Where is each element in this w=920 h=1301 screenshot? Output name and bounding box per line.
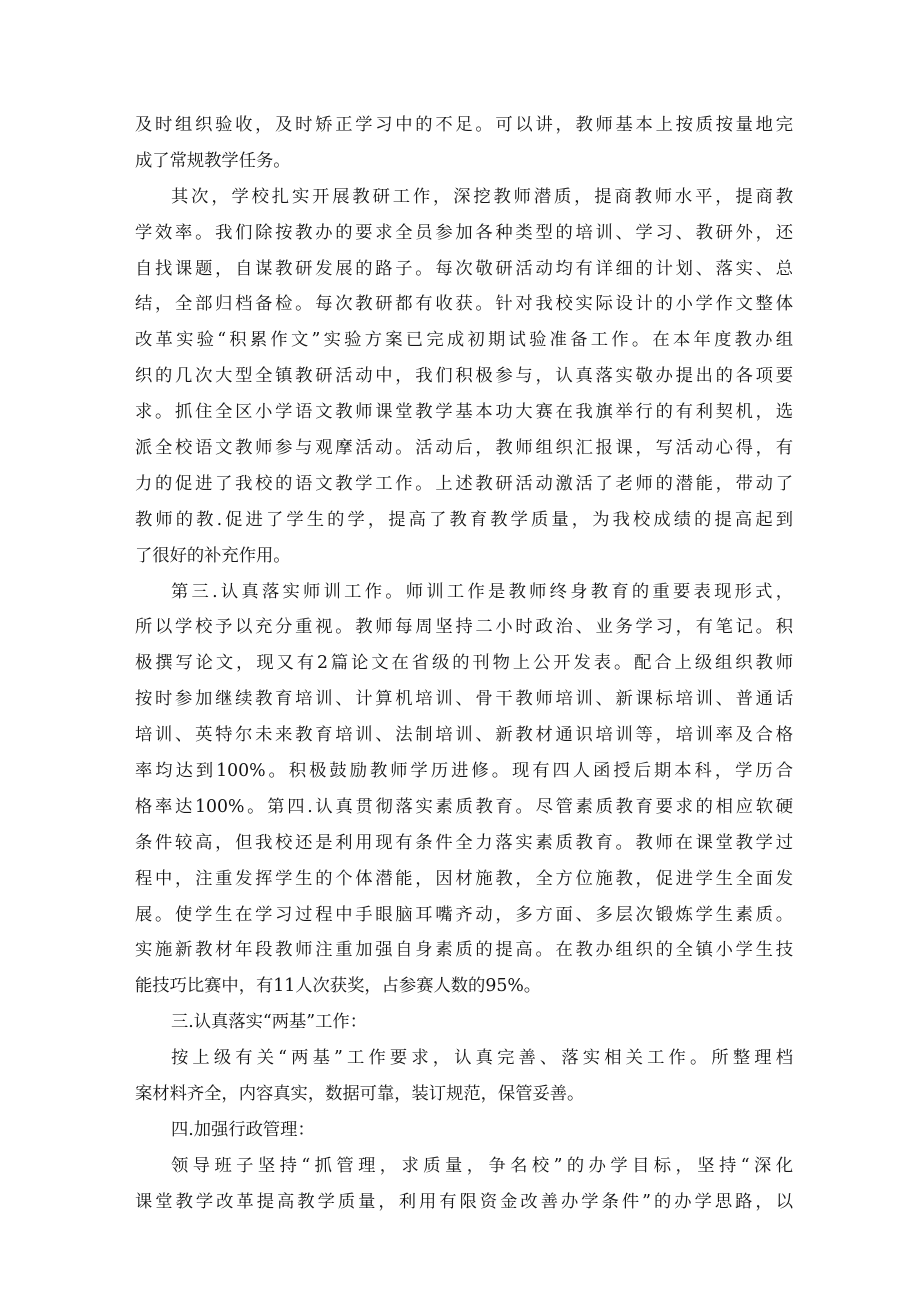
text-line: 学效率。我们除按教办的要求全员参加各种类型的培训、学习、教研外，还 (135, 222, 793, 243)
text-line: 及时组织验收，及时矫正学习中的不足。可以讲，教师基本上按质按量地完 (135, 115, 793, 135)
document-body (135, 108, 793, 1221)
text-line: 了很好的补充作用。 (135, 545, 291, 566)
text-line: 派全校语文教师参与观摩活动。活动后，教师组织汇报课，写活动心得，有 (135, 438, 793, 459)
text-line: 力的促进了我校的语文教学工作。上述教研活动激活了老师的潜能，带动了 (135, 473, 793, 494)
text-line: 其次，学校扎实开展教研工作，深挖教师潜质，提商教师水平，提商教 (171, 186, 793, 207)
text-line: 案材料齐全，内容真实，数据可靠，装订规范，保管妥善。 (135, 1084, 585, 1105)
text-line: 所以学校予以充分重视。教师每周坚持二小时政治、业务学习，有笔记。积 (135, 617, 793, 638)
text-line: 按上级有关“两基”工作要求，认真完善、落实相关工作。所整理档 (171, 1048, 793, 1069)
text-line: 自找课题，自谋教研发展的路子。每次敬研活动均有详细的计划、落实、总 (135, 258, 793, 279)
text-line: 结，全部归档备检。每次教研都有收获。针对我校实际设计的小学作文整体 (135, 294, 793, 315)
text-line: 能技巧比赛中，有11人次获奖，占参赛人数的95%。 (135, 976, 542, 997)
text-line: 领导班子坚持“抓管理，求质量，争名校”的办学目标，坚持“深化 (171, 1155, 793, 1176)
text-line: 课堂教学改革提高教学质量，利用有限资金改善办学条件”的办学思路，以 (135, 1191, 793, 1212)
text-line: 织的几次大型全镇教研活动中，我们积极参与，认真落实敬办提出的各项要 (135, 366, 793, 387)
text-line: 实施新教材年段教师注重加强自身素质的提高。在教办组织的全镇小学生技 (135, 940, 793, 961)
text-line: 求。抓住全区小学语文教师课堂教学基本功大赛在我旗举行的有利契机，选 (135, 402, 793, 423)
text-line: 第三.认真落实师训工作。师训工作是教师终身教育的重要表现形式， (171, 581, 793, 602)
text-line: 培训、英特尔未来教育培训、法制培训、新教材通识培训等，培训率及合格 (135, 725, 793, 746)
text-line: 三.认真落实“两基”工作： (171, 1012, 367, 1033)
text-line: 教师的教.促进了学生的学，提高了教育教学质量，为我校成绩的提高起到 (135, 509, 793, 530)
text-line: 按时参加继续教育培训、计算机培训、骨干教师培训、新课标培训、普通话 (135, 689, 793, 710)
text-line: 四.加强行政管理： (171, 1119, 315, 1140)
text-line: 成了常规教学任务。 (135, 150, 291, 171)
text-line: 条件较高，但我校还是利用现有条件全力落实素质教育。教师在课堂教学过 (135, 832, 793, 853)
text-line: 率均达到100%。积极鼓励教师学历进修。现有四人函授后期本科，学历合 (135, 761, 793, 782)
text-line: 展。使学生在学习过程中手眼脑耳嘴齐动，多方面、多层次锻炼学生素质。 (135, 904, 793, 925)
text-line: 格率达100%。第四.认真贯彻落实素质教育。尽管素质教育要求的相应软硬 (135, 796, 793, 817)
text-line: 改革实验“积累作文”实验方案已完成初期试验准备工作。在本年度教办组 (135, 330, 793, 351)
text-line: 极撰写论文，现又有2篇论文在省级的刊物上公开发表。配合上级组织教师 (135, 653, 793, 674)
text-line: 程中，注重发挥学生的个体潜能，因材施教，全方位施教，促进学生全面发 (135, 868, 793, 889)
